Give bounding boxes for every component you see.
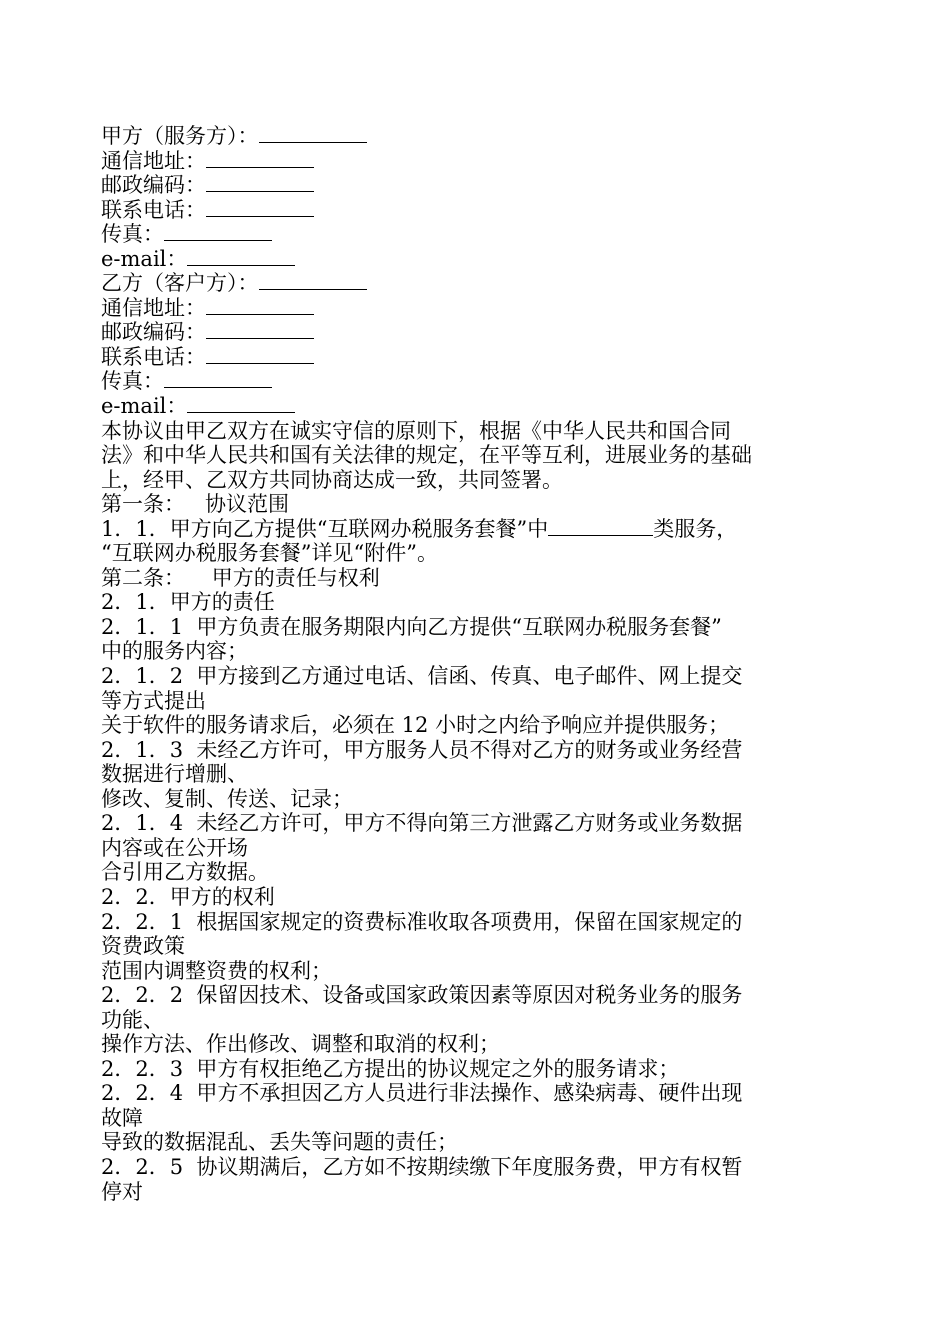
clause-1-1-suffix: 类服务， <box>653 516 738 541</box>
article-2-line: 数据进行增删、 <box>101 762 248 787</box>
party-a-address-line <box>101 149 861 174</box>
article-2-line: 2．2．3 甲方有权拒绝乙方提出的协议规定之外的服务请求； <box>101 1056 680 1081</box>
party-b-postcode-line <box>101 320 861 345</box>
article-2-line: 2．1．3 未经乙方许可，甲方服务人员不得对乙方的财务或业务经营 <box>101 737 743 762</box>
party-a-address-label: 通信地址： <box>101 148 206 173</box>
party-a-name-blank <box>259 124 367 143</box>
clause-1-1-prefix: 1．1．甲方向乙方提供“互联网办税服务套餐”中 <box>101 516 549 541</box>
party-a-email-line <box>101 247 861 272</box>
party-b-title-line <box>101 271 861 296</box>
article-2-line: 停对 <box>101 1179 143 1204</box>
article-2-line: 资费政策 <box>101 934 185 959</box>
article-2-line: 内容或在公开场 <box>101 835 248 860</box>
party-b-name-blank <box>259 271 367 290</box>
party-b-postcode-blank <box>206 320 314 339</box>
party-a-postcode-line <box>101 173 861 198</box>
preamble-line: 法》和中华人民共和国有关法律的规定，在平等互利，进展业务的基础 <box>101 443 752 468</box>
article-2-body <box>101 590 861 1204</box>
article-2-line: 功能、 <box>101 1007 164 1032</box>
article-2-line: 2．1．1 甲方负责在服务期限内向乙方提供“互联网办税服务套餐” <box>101 614 722 639</box>
article-2-line: 故障 <box>101 1105 143 1130</box>
party-a-email-blank <box>187 247 295 266</box>
contract-document <box>101 124 861 1204</box>
article-2-line: 修改、复制、传送、记录； <box>101 786 353 811</box>
party-b-email-line <box>101 394 861 419</box>
party-a-phone-blank <box>206 198 314 217</box>
article-2-line: 2．2．2 保留因技术、设备或国家政策因素等原因对税务业务的服务 <box>101 983 743 1008</box>
article-2-line: 范围内调整资费的权利； <box>101 958 332 983</box>
party-a-address-blank <box>206 149 314 168</box>
article-2-line: 合引用乙方数据。 <box>101 860 269 885</box>
party-a-title-line <box>101 124 861 149</box>
article-2-line: 2．2．甲方的权利 <box>101 884 275 909</box>
article-2-line: 中的服务内容； <box>101 639 248 664</box>
article-1-heading: 第一条： 协议范围 <box>101 492 290 517</box>
article-2-line: 操作方法、作出修改、调整和取消的权利； <box>101 1032 500 1057</box>
party-a-fax-blank <box>164 222 272 241</box>
party-a-postcode-label: 邮政编码： <box>101 173 206 198</box>
party-b-fax-label: 传真： <box>101 369 164 394</box>
preamble-line: 本协议由甲乙双方在诚实守信的原则下，根据《中华人民共和国合同 <box>101 418 731 443</box>
party-b-email-blank <box>187 394 295 413</box>
party-a-fax-line <box>101 222 861 247</box>
party-b-title: 乙方（客户方）： <box>101 271 259 296</box>
service-type-blank <box>548 517 653 536</box>
article-2-line: 等方式提出 <box>101 688 206 713</box>
article-2-heading: 第二条： 甲方的责任与权利 <box>101 565 380 590</box>
party-b-address-line <box>101 296 861 321</box>
article-2-line: 2．2．1 根据国家规定的资费标准收取各项费用，保留在国家规定的 <box>101 909 743 934</box>
article-2-line: 2．1．4 未经乙方许可，甲方不得向第三方泄露乙方财务或业务数据 <box>101 811 743 836</box>
article-2-line: 2．2．4 甲方不承担因乙方人员进行非法操作、感染病毒、硬件出现 <box>101 1081 743 1106</box>
party-b-phone-blank <box>206 345 314 364</box>
party-b-phone-label: 联系电话： <box>101 344 206 369</box>
party-b-phone-line <box>101 345 861 370</box>
article-2-line: 导致的数据混乱、丢失等问题的责任； <box>101 1130 458 1155</box>
party-a-email-label: e-mail： <box>101 246 188 271</box>
clause-1-1-line2: “互联网办税服务套餐”详见“附件”。 <box>101 541 438 566</box>
party-a-postcode-blank <box>206 173 314 192</box>
clause-1-1 <box>101 517 861 542</box>
article-2-line: 2．2．5 协议期满后，乙方如不按期续缴下年度服务费，甲方有权暂 <box>101 1154 743 1179</box>
article-2-line: 2．1．2 甲方接到乙方通过电话、信函、传真、电子邮件、网上提交 <box>101 664 743 689</box>
party-a-phone-line <box>101 198 861 223</box>
party-b-address-label: 通信地址： <box>101 295 206 320</box>
party-a-fax-label: 传真： <box>101 222 164 247</box>
party-b-address-blank <box>206 296 314 315</box>
preamble-line: 上，经甲、乙双方共同协商达成一致，共同签署。 <box>101 467 563 492</box>
article-2-line: 2．1．甲方的责任 <box>101 590 275 615</box>
party-b-fax-line <box>101 369 861 394</box>
party-a-title: 甲方（服务方）： <box>101 124 259 148</box>
party-b-fax-blank <box>164 369 272 388</box>
article-2-line: 关于软件的服务请求后，必须在 12 小时之内给予响应并提供服务； <box>101 713 730 738</box>
party-b-postcode-label: 邮政编码： <box>101 320 206 345</box>
party-a-phone-label: 联系电话： <box>101 197 206 222</box>
party-b-email-label: e-mail： <box>101 394 188 419</box>
